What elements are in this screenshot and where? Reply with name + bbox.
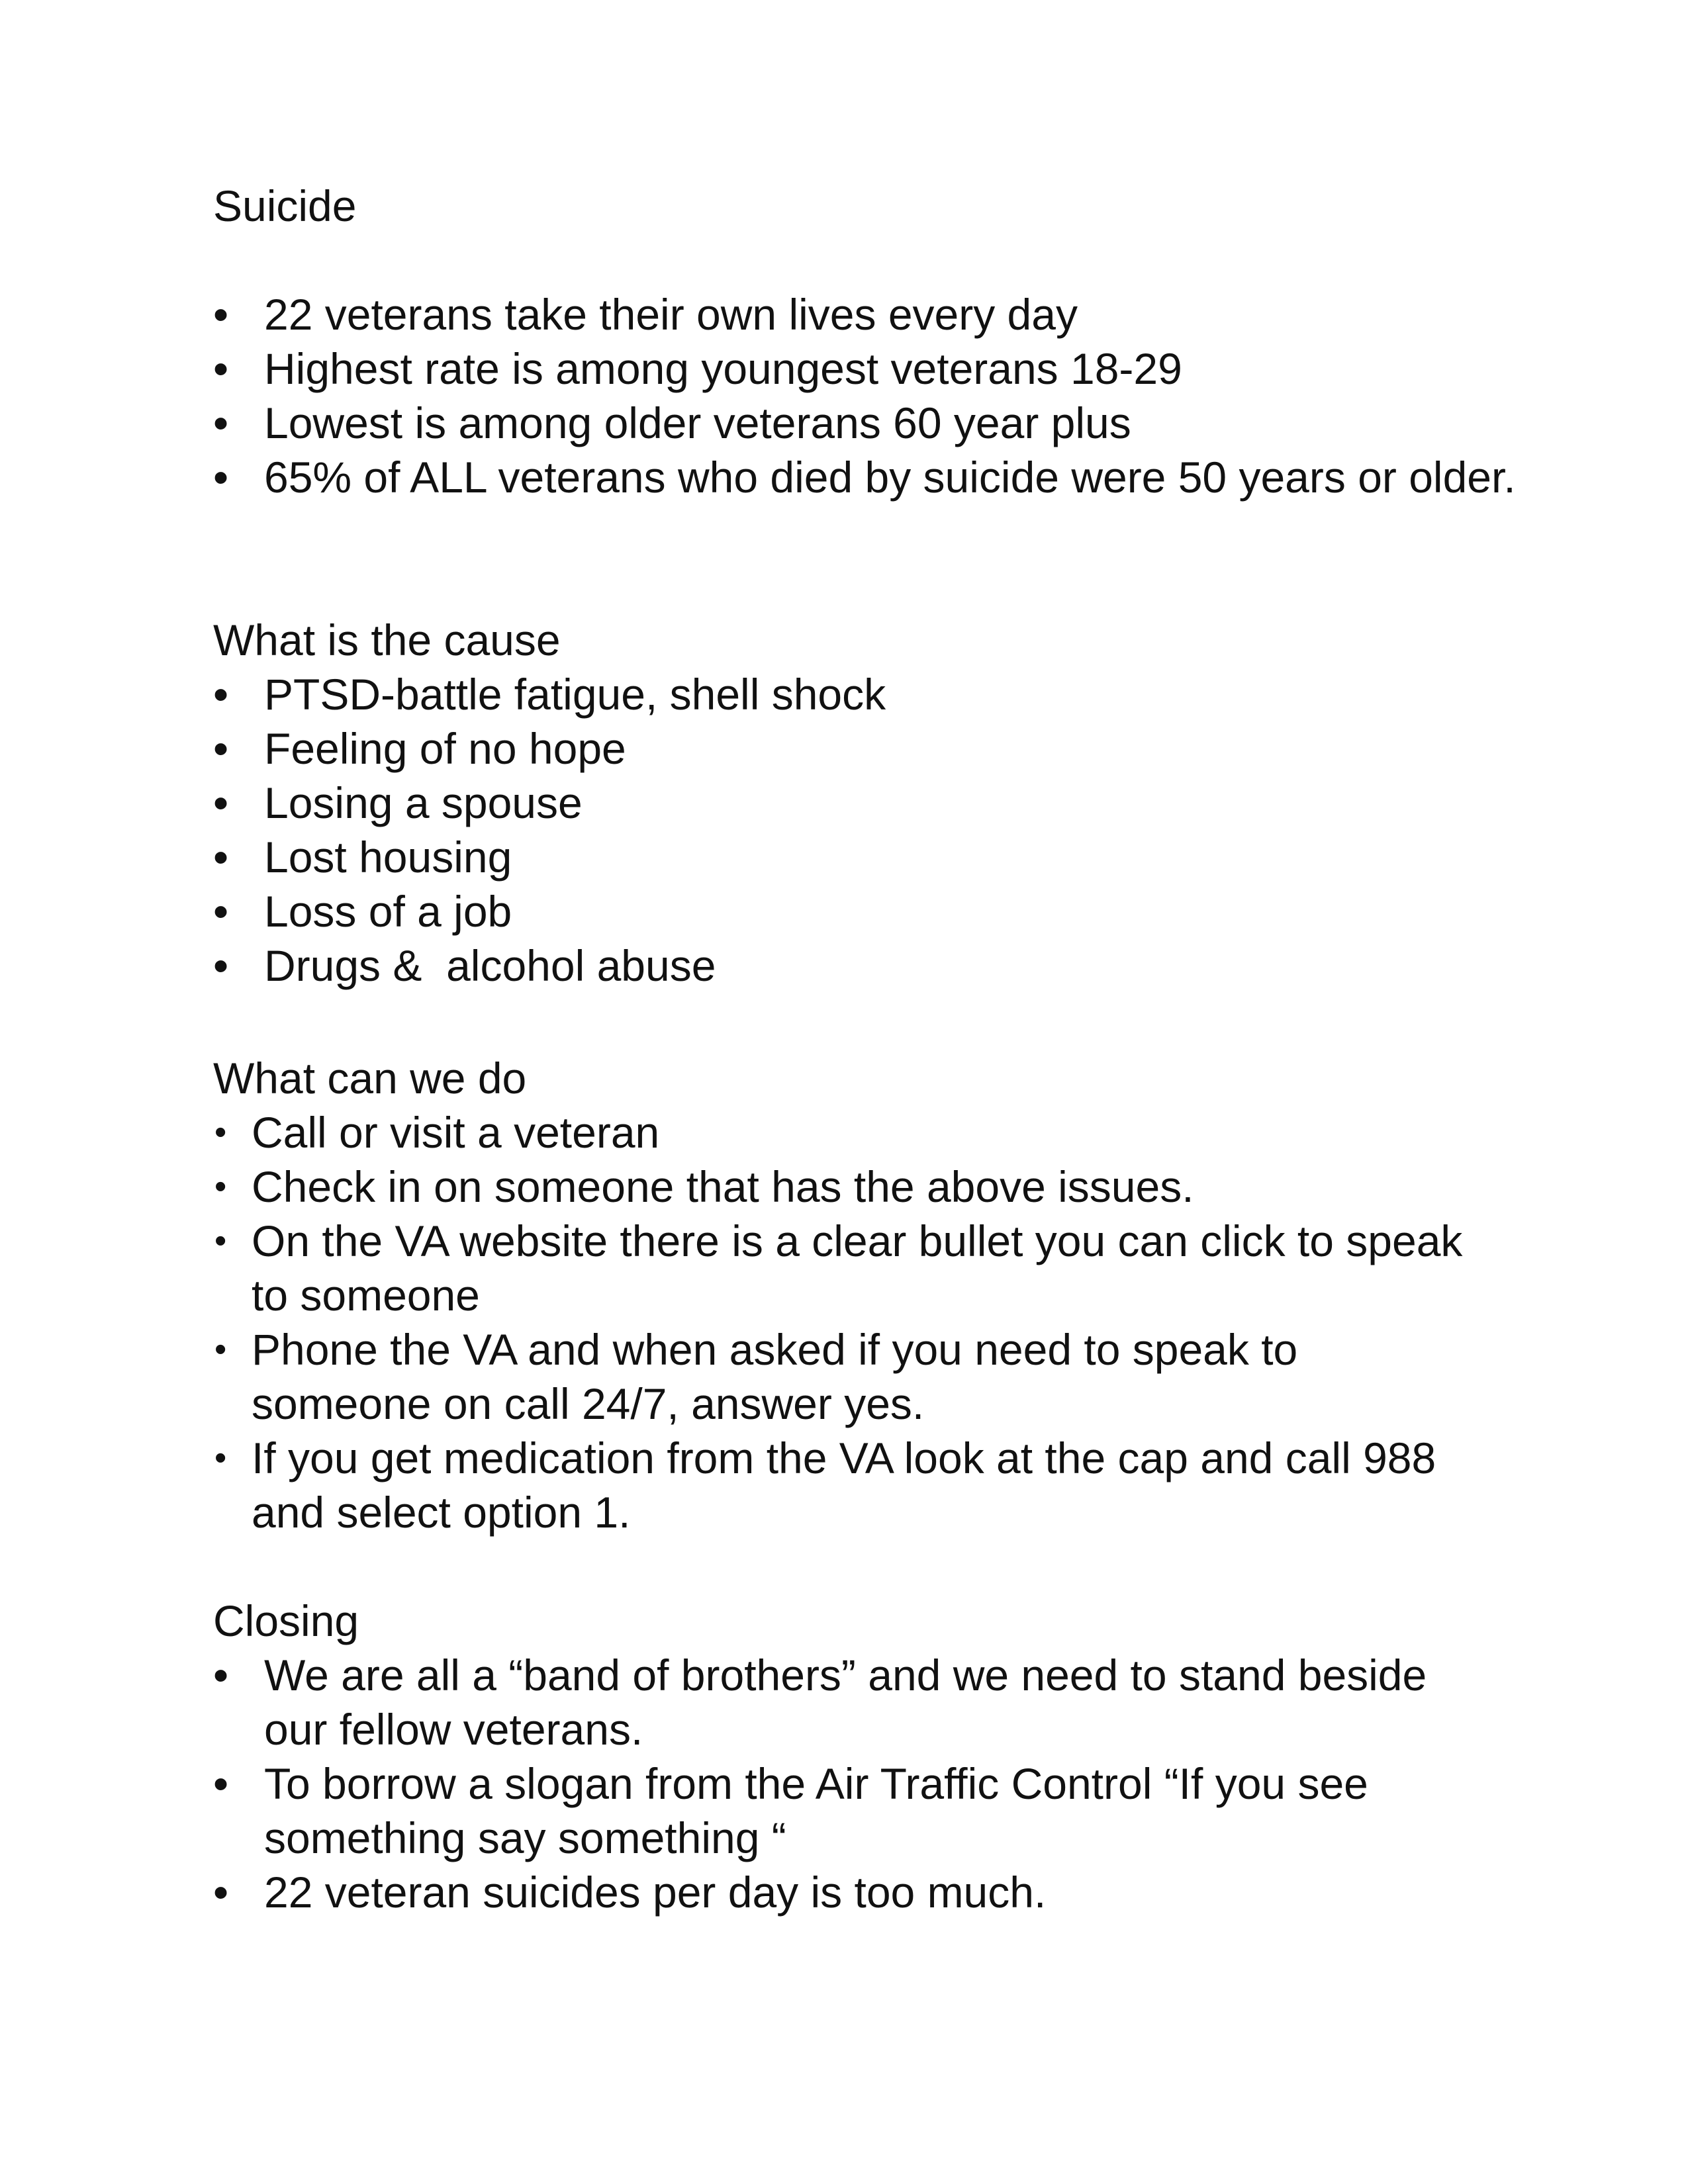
- section-heading-suicide: Suicide: [213, 181, 357, 230]
- section-heading-cause: What is the cause: [213, 615, 561, 664]
- list-item: [213, 1431, 1509, 1539]
- list-item-text: 22 veteran suicides per day is too much.: [264, 1868, 1047, 1917]
- list-item-text: 65% of ALL veterans who died by suicide were 50 years or older.: [264, 453, 1516, 502]
- list-item-text: Loss of a job: [264, 887, 512, 936]
- list-item-text: Check in on someone that has the above issues.: [252, 1162, 1194, 1211]
- list-item-text: On the VA website there is a clear bullet you can click to speak to someone: [252, 1216, 1463, 1320]
- list-item: [213, 884, 1524, 938]
- list-item-text: PTSD-battle fatigue, shell shock: [264, 670, 886, 719]
- list-item: [213, 667, 1524, 721]
- list-item: [213, 287, 1524, 341]
- bullet-icon: •: [213, 941, 229, 990]
- bullet-icon: •: [214, 1113, 227, 1152]
- list-item: [213, 1756, 1522, 1865]
- list-item: [213, 396, 1524, 450]
- list-item: [213, 1865, 1524, 1919]
- bullet-icon: •: [214, 1330, 227, 1369]
- list-item: [213, 1160, 1524, 1214]
- bullet-icon: •: [213, 1868, 229, 1917]
- list-item: [213, 776, 1524, 830]
- list-item-text: Highest rate is among youngest veterans 18-29: [264, 344, 1182, 393]
- section-heading-closing: Closing: [213, 1596, 359, 1645]
- what-can-we-do-list: [213, 1105, 1524, 1539]
- section-what-can-we-do: [213, 1051, 1524, 1539]
- list-item-text: We are all a “band of brothers” and we need to stand beside our fellow veterans.: [264, 1651, 1427, 1754]
- bullet-icon: •: [213, 1759, 229, 1808]
- list-item-text: Drugs & alcohol abuse: [264, 941, 716, 990]
- list-item: [213, 1648, 1456, 1756]
- list-item-text: Losing a spouse: [264, 778, 583, 827]
- list-item-text: If you get medication from the VA look at the cap and call 988 and select option 1.: [252, 1433, 1436, 1537]
- list-item: [213, 1214, 1496, 1322]
- section-heading-what-can-we-do: What can we do: [213, 1054, 527, 1103]
- list-item-text: Lowest is among older veterans 60 year plus: [264, 398, 1131, 447]
- bullet-icon: •: [214, 1439, 227, 1477]
- bullet-icon: •: [214, 1167, 227, 1206]
- bullet-icon: •: [213, 344, 229, 393]
- list-item-text: 22 veterans take their own lives every day: [264, 290, 1078, 339]
- section-suicide: [213, 179, 1524, 504]
- list-item: [213, 1322, 1443, 1431]
- list-item-text: To borrow a slogan from the Air Traffic Control “If you see something say something “: [264, 1759, 1368, 1862]
- bullet-icon: •: [213, 670, 229, 719]
- list-item-text: Feeling of no hope: [264, 724, 626, 773]
- list-item-text: Lost housing: [264, 833, 512, 882]
- bullet-icon: •: [213, 778, 229, 827]
- section-closing: [213, 1594, 1524, 1919]
- bullet-icon: •: [213, 887, 229, 936]
- list-item: [213, 721, 1524, 776]
- suicide-list: [213, 287, 1524, 504]
- cause-list: [213, 667, 1524, 993]
- bullet-icon: •: [213, 453, 229, 502]
- bullet-icon: •: [214, 1222, 227, 1260]
- list-item-text: Call or visit a veteran: [252, 1108, 660, 1157]
- bullet-icon: •: [213, 1651, 229, 1700]
- bullet-icon: •: [213, 290, 229, 339]
- bullet-icon: •: [213, 398, 229, 447]
- section-cause: [213, 613, 1524, 993]
- list-item: [213, 938, 1524, 993]
- bullet-icon: •: [213, 833, 229, 882]
- bullet-icon: •: [213, 724, 229, 773]
- list-item: [213, 830, 1524, 884]
- list-item: [213, 450, 1522, 504]
- list-item-text: Phone the VA and when asked if you need to speak to someone on call 24/7, answer yes.: [252, 1325, 1298, 1428]
- list-item: [213, 1105, 1524, 1160]
- closing-list: [213, 1648, 1524, 1919]
- list-item: [213, 341, 1524, 396]
